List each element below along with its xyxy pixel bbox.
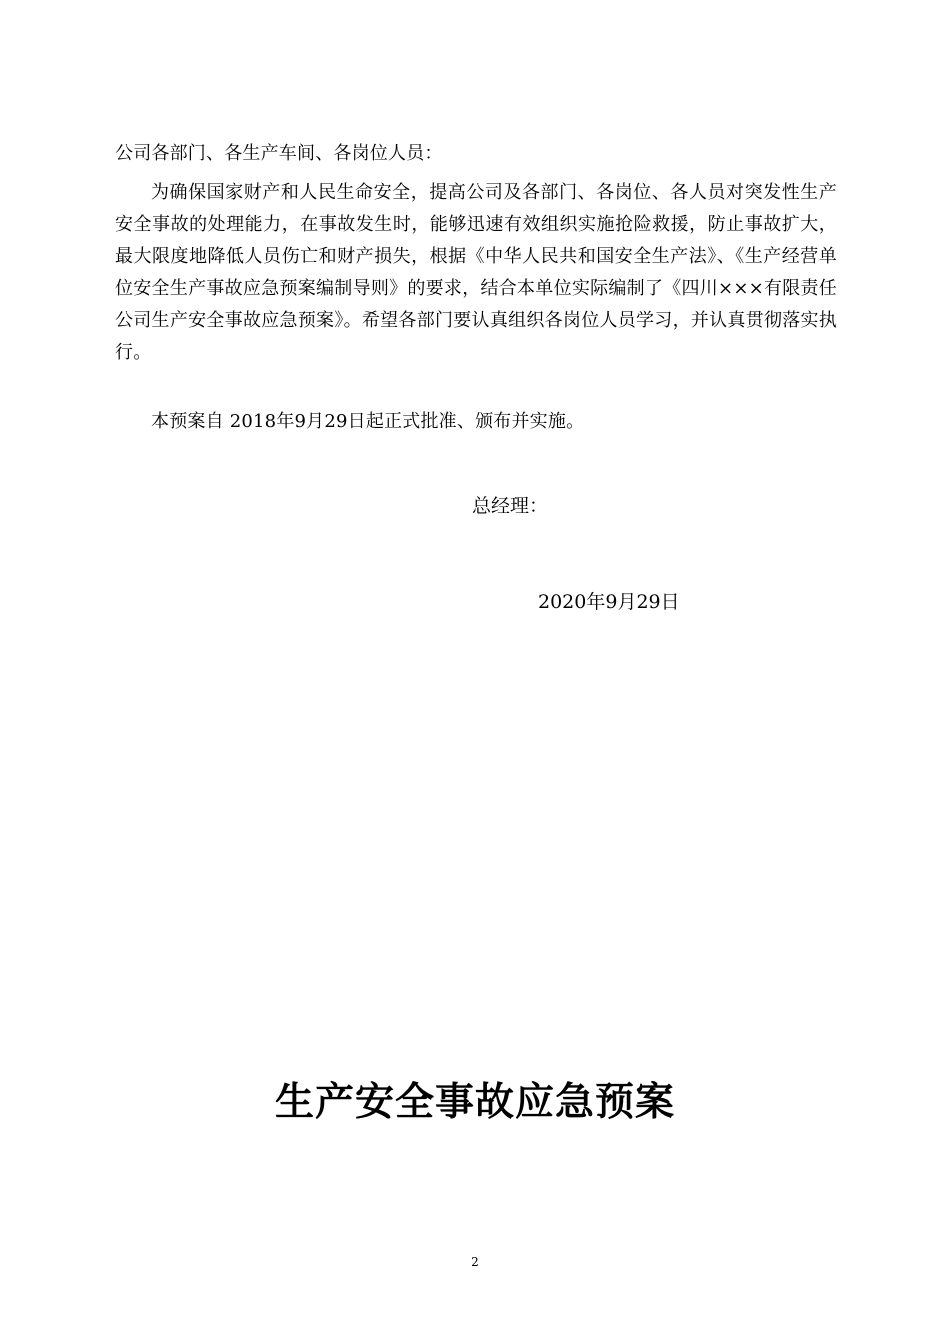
body-paragraph-main: 为确保国家财产和人民生命安全，提高公司及各部门、各岗位、各人员对突发性生产安全事故的处理能力，在事故发生时，能够迅速有效组织实施抢险救援，防止事故扩大，最大限度地降低人员伤亡和财产损失，根据《中华人民共和国安全生产法》、《生产经营单位安全生产事故应急预案编制导则》的要求，结合本单位实际编制了《四川×××有限责任公司生产安全事故应急预案》。希望各部门要认真组织各岗位人员学习，并认真贯彻落实执行。 — [115, 182, 837, 363]
document-title: 生产安全事故应急预案 — [274, 1079, 675, 1125]
body-paragraph-effective-date: 本预案自 2018年9月29日起正式批准、颁布并实施。 — [151, 411, 585, 432]
page-number: 2 — [471, 1255, 479, 1269]
salutation: 公司各部门、各生产车间、各岗位人员： — [115, 143, 443, 164]
signature-date: 2020年9月29日 — [538, 591, 680, 613]
signature-label: 总经理： — [472, 495, 549, 517]
